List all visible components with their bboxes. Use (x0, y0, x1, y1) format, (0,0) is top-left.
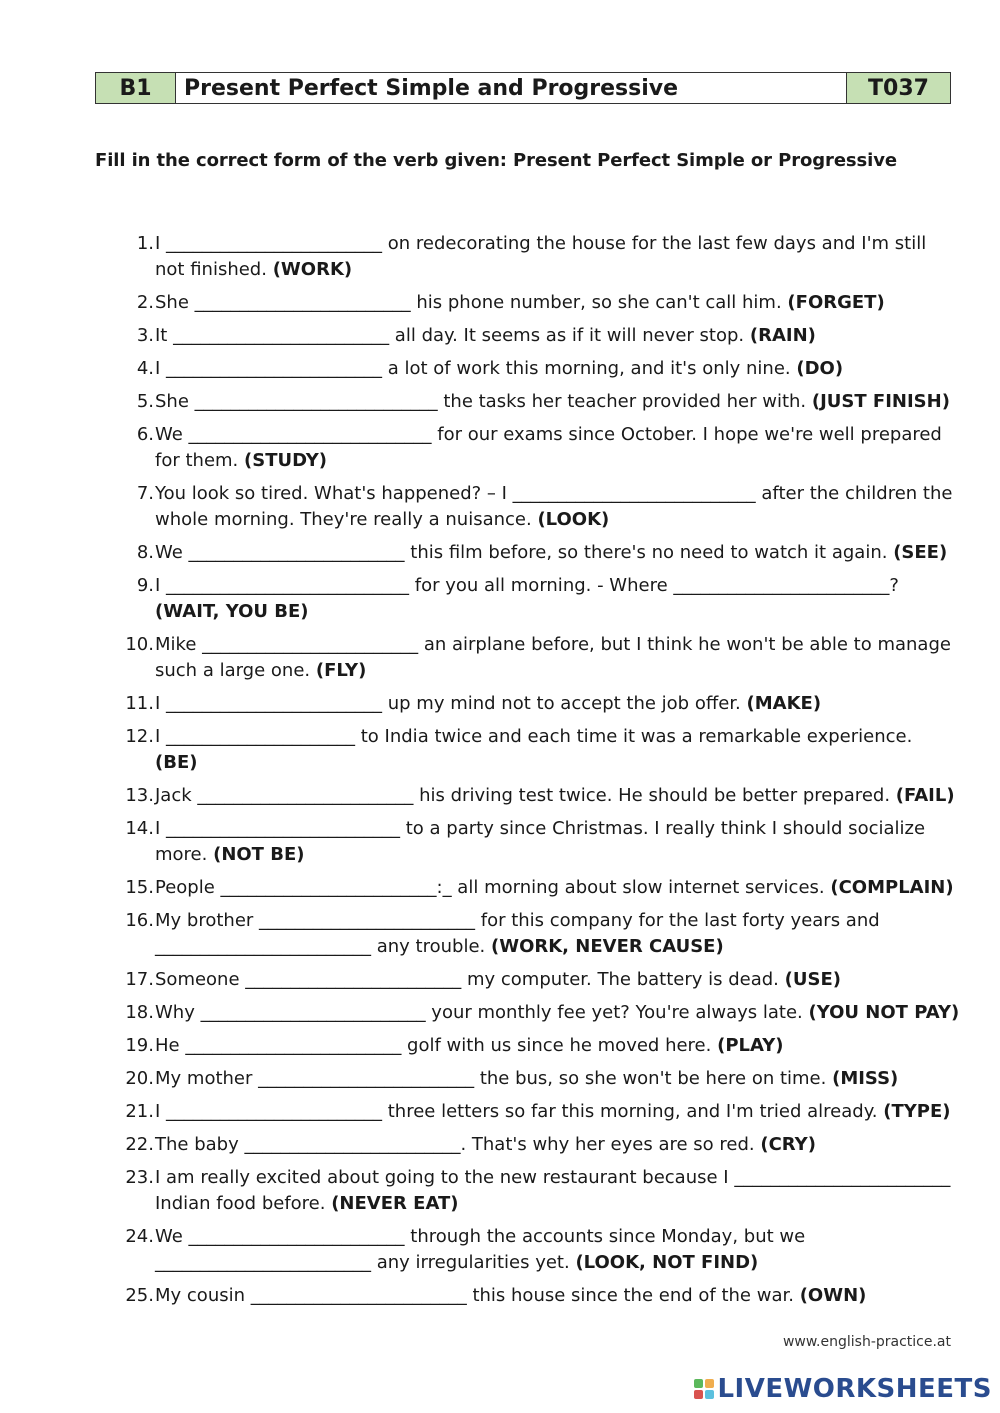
verb-cue: (WORK) (272, 259, 353, 280)
level-cell: B1 (96, 73, 176, 103)
item-number: 7. (136, 483, 154, 504)
exercise-item (120, 1165, 960, 1217)
verb-cue: (WORK, NEVER CAUSE) (490, 936, 724, 957)
exercise-item (120, 1132, 960, 1158)
exercise-item (120, 540, 960, 566)
item-sentence (155, 1283, 960, 1309)
item-text: Mike ________________________ an airplane before, but I think he won't be able to manage such a large one. (155, 634, 951, 681)
item-sentence (155, 691, 960, 717)
item-sentence (155, 1132, 960, 1158)
item-sentence (155, 540, 960, 566)
item-text: I am really excited about going to the new restaurant because I ________________________ Indian food before. (155, 1167, 951, 1214)
item-sentence (155, 422, 960, 474)
exercise-item (120, 1224, 960, 1276)
item-text: I _____________________ to India twice and each time it was a remarkable experience. (155, 726, 913, 747)
verb-cue: (BE) (155, 752, 198, 773)
exercise-item (120, 908, 960, 960)
item-number: 12. (125, 726, 154, 747)
item-number: 20. (125, 1068, 154, 1089)
item-number: 3. (136, 325, 154, 346)
item-number: 1. (136, 233, 154, 254)
item-sentence (155, 481, 960, 533)
verb-cue: (PLAY) (717, 1035, 784, 1056)
item-sentence (155, 1224, 960, 1276)
item-text: My mother ________________________ the bus, so she won't be here on time. (155, 1068, 827, 1089)
exercise-item (120, 1066, 960, 1092)
verb-cue: (RAIN) (749, 325, 816, 346)
verb-cue: (DO) (796, 358, 844, 379)
item-text: She ___________________________ the tasks her teacher provided her with. (155, 391, 807, 412)
exercise-item (120, 724, 960, 776)
item-number: 25. (125, 1285, 154, 1306)
exercise-item (120, 691, 960, 717)
verb-cue: (WAIT, YOU BE) (155, 601, 309, 622)
worksheet-code: T037 (846, 73, 950, 103)
item-number: 19. (125, 1035, 154, 1056)
item-sentence (155, 816, 960, 868)
item-number: 24. (125, 1226, 154, 1247)
verb-cue: (NOT BE) (213, 844, 305, 865)
exercise-list (120, 231, 960, 1316)
item-number: 2. (136, 292, 154, 313)
item-number: 8. (136, 542, 154, 563)
verb-cue: (OWN) (799, 1285, 867, 1306)
item-number: 6. (136, 424, 154, 445)
verb-cue: (MAKE) (746, 693, 822, 714)
item-number: 11. (125, 693, 154, 714)
item-number: 17. (125, 969, 154, 990)
verb-cue: (FORGET) (787, 292, 885, 313)
item-sentence (155, 231, 960, 283)
verb-cue: (COMPLAIN) (830, 877, 954, 898)
verb-cue: (NEVER EAT) (331, 1193, 459, 1214)
item-number: 16. (125, 910, 154, 931)
item-text: It ________________________ all day. It seems as if it will never stop. (155, 325, 745, 346)
exercise-item (120, 1033, 960, 1059)
item-text: I ________________________ up my mind not to accept the job offer. (155, 693, 741, 714)
item-text: Jack ________________________ his driving test twice. He should be better prepared. (155, 785, 891, 806)
item-number: 21. (125, 1101, 154, 1122)
exercise-item (120, 783, 960, 809)
item-number: 5. (136, 391, 154, 412)
item-number: 10. (125, 634, 154, 655)
verb-cue: (YOU NOT PAY) (808, 1002, 960, 1023)
exercise-item (120, 875, 960, 901)
exercise-item (120, 632, 960, 684)
exercise-item (120, 1000, 960, 1026)
verb-cue: (LOOK) (537, 509, 610, 530)
item-sentence (155, 632, 960, 684)
exercise-item (120, 356, 960, 382)
item-text: Why _________________________ your monthly fee yet? You're always late. (155, 1002, 803, 1023)
exercise-item (120, 573, 960, 625)
item-text: She ________________________ his phone number, so she can't call him. (155, 292, 782, 313)
item-text: My cousin ________________________ this house since the end of the war. (155, 1285, 794, 1306)
item-number: 13. (125, 785, 154, 806)
item-text: We ________________________ this film before, so there's no need to watch it again. (155, 542, 888, 563)
item-text: We ________________________ through the accounts since Monday, but we ________________________ any irregularities yet. (155, 1226, 806, 1273)
item-number: 9. (136, 575, 154, 596)
verb-cue: (LOOK, NOT FIND) (575, 1252, 759, 1273)
verb-cue: (STUDY) (244, 450, 327, 471)
item-sentence (155, 783, 960, 809)
verb-cue: (JUST FINISH) (811, 391, 950, 412)
item-sentence (155, 908, 960, 960)
item-sentence (155, 1000, 960, 1026)
item-text: You look so tired. What's happened? – I ___________________________ after the children the whole morning. They're really a nuisance. (155, 483, 953, 530)
verb-cue: (CRY) (760, 1134, 816, 1155)
worksheet-header (95, 72, 951, 104)
item-sentence (155, 573, 960, 625)
item-sentence (155, 389, 960, 415)
item-text: I ________________________ on redecorating the house for the last few days and I'm still not finished. (155, 233, 927, 280)
item-sentence (155, 1099, 960, 1125)
item-sentence (155, 1165, 960, 1217)
item-sentence (155, 1033, 960, 1059)
exercise-item (120, 967, 960, 993)
item-text: I ___________________________ for you all morning. - Where ________________________? (155, 575, 899, 596)
item-number: 15. (125, 877, 154, 898)
website-url: www.english-practice.at (782, 1334, 951, 1350)
item-sentence (155, 356, 960, 382)
item-sentence (155, 1066, 960, 1092)
exercise-item (120, 1283, 960, 1309)
liveworksheets-logo (694, 1374, 992, 1404)
item-text: We ___________________________ for our exams since October. I hope we're well prepared for them. (155, 424, 942, 471)
item-number: 4. (136, 358, 154, 379)
item-sentence (155, 323, 960, 349)
item-number: 23. (125, 1167, 154, 1188)
item-number: 14. (125, 818, 154, 839)
logo-text: LIVEWORKSHEETS (717, 1374, 992, 1404)
verb-cue: (TYPE) (883, 1101, 951, 1122)
exercise-item (120, 816, 960, 868)
item-text: I __________________________ to a party since Christmas. I really think I should socialize more. (155, 818, 926, 865)
item-number: 22. (125, 1134, 154, 1155)
exercise-item (120, 290, 960, 316)
item-sentence (155, 967, 960, 993)
verb-cue: (USE) (784, 969, 841, 990)
item-sentence (155, 724, 960, 776)
verb-cue: (MISS) (832, 1068, 899, 1089)
worksheet-title: Present Perfect Simple and Progressive (176, 73, 846, 103)
logo-grid-icon (694, 1379, 714, 1399)
exercise-item (120, 323, 960, 349)
exercise-item (120, 231, 960, 283)
item-text: He ________________________ golf with us since he moved here. (155, 1035, 712, 1056)
verb-cue: (FAIL) (895, 785, 955, 806)
item-sentence (155, 290, 960, 316)
verb-cue: (SEE) (893, 542, 948, 563)
instruction-text: Fill in the correct form of the verb given: Present Perfect Simple or Progressive (95, 150, 897, 171)
item-text: The baby ________________________. That's why her eyes are so red. (155, 1134, 755, 1155)
exercise-item (120, 422, 960, 474)
item-text: People ________________________:_ all morning about slow internet services. (155, 877, 825, 898)
item-text: I ________________________ a lot of work this morning, and it's only nine. (155, 358, 791, 379)
exercise-item (120, 481, 960, 533)
item-text: Someone ________________________ my computer. The battery is dead. (155, 969, 779, 990)
verb-cue: (FLY) (315, 660, 367, 681)
item-text: My brother ________________________ for this company for the last forty years and ________________________ any trouble. (155, 910, 880, 957)
exercise-item (120, 389, 960, 415)
item-number: 18. (125, 1002, 154, 1023)
exercise-item (120, 1099, 960, 1125)
item-text: I ________________________ three letters so far this morning, and I'm tried already. (155, 1101, 878, 1122)
item-sentence (155, 875, 960, 901)
